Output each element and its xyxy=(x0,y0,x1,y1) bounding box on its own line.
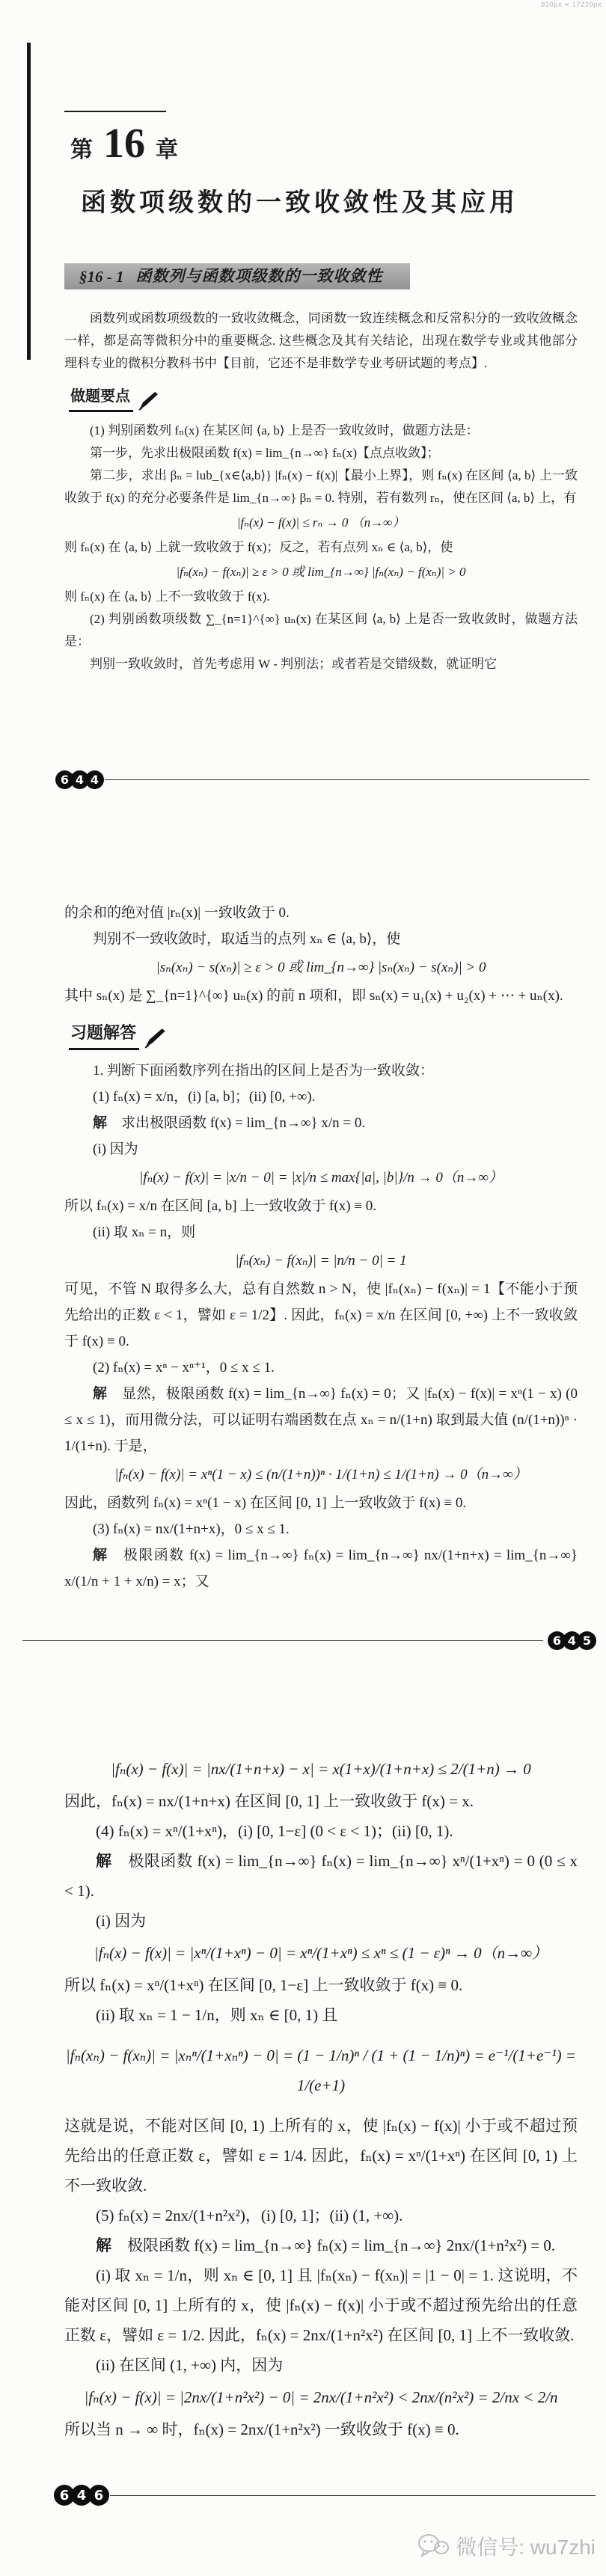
text-line xyxy=(64,561,578,583)
line-text: (2) fₙ(x) = xⁿ − xⁿ⁺¹，0 ≤ x ≤ 1. xyxy=(93,1360,275,1376)
line-text: |sₙ(xₙ) − s(xₙ)| ≥ ε > 0 或 lim_{n→∞} |sₙ(xₙ) − s(xₙ)| > 0 xyxy=(156,960,486,975)
text-line xyxy=(64,608,578,653)
line-text: (3) fₙ(x) = nx/(1+n+x)，0 ≤ x ≤ 1. xyxy=(93,1521,290,1537)
badge-digit: 6 xyxy=(55,770,74,789)
lead-label: 解 xyxy=(96,2236,111,2254)
line-text: 1. 判断下面函数序列在指出的区间上是否为一致收敛： xyxy=(93,1063,435,1079)
page-646-lines xyxy=(64,1754,578,2444)
badge-digit: 4 xyxy=(70,770,89,789)
text-line xyxy=(64,900,578,926)
text-line xyxy=(64,2201,578,2230)
text-line xyxy=(64,1462,578,1488)
line-text: |fₙ(x) − f(x)| = |nx/(1+n+x) − x| = x(1+x)/(1+n+x) ≤ 2/(1+n) → 0 xyxy=(111,1760,531,1778)
intro-paragraph: 函数列或函数项级数的一致收敛概念，同函数一致连续概念和反常积分的一致收敛概念一样，都是高等微积分中的重要概念. 这些概念及其有关结论，出现在数学专业或其他部分理科专业的微积分教科书中【目前，它还不是非数学专业考研试题的考点】. xyxy=(64,311,578,370)
section-title: 函数列与函数项级数的一致收敛性 xyxy=(135,267,383,285)
text-line xyxy=(64,1276,578,1355)
page-rule xyxy=(110,2495,596,2496)
chapter-prefix: 第 xyxy=(70,138,93,162)
badge-digit: 4 xyxy=(71,2485,92,2506)
text-line xyxy=(64,1906,578,1936)
pen-icon xyxy=(138,391,160,411)
line-text: (i) 因为 xyxy=(93,1141,138,1157)
line-text: (i) 因为 xyxy=(96,1912,147,1930)
text-line xyxy=(64,2230,578,2260)
line-text: |fₙ(x) − f(x)| = xⁿ(1 − x) ≤ (n/(1+n))ⁿ · 1/(1+n) ≤ 1/(1+n) → 0（n→∞） xyxy=(114,1467,527,1482)
line-text: 则 fₙ(x) 在 ⟨a, b⟩ 上就一致收敛于 f(x)；反之，若有点列 xₙ ∈ ⟨a, b⟩，使 xyxy=(64,540,453,554)
page-rule xyxy=(22,1640,543,1641)
line-text: (1) fₙ(x) = x/n，(i) [a, b]；(ii) [0, +∞). xyxy=(93,1089,316,1105)
section-label: §16 - 1 xyxy=(79,267,124,286)
line-text: 极限函数 f(x) = lim_{n→∞} fₙ(x) = lim_{n→∞} xⁿ/(1+xⁿ) = 0 (0 ≤ x < 1). xyxy=(64,1852,578,1900)
line-text: (1) 判别函数列 fₙ(x) 在某区间 ⟨a, b⟩ 上是否一致收敛时，做题方法是： xyxy=(90,423,479,438)
line-text: 判别一致收敛时，首先考虑用 W - 判别法；或者若是交错级数，就证明它 xyxy=(90,657,498,671)
line-text: (5) fₙ(x) = 2nx/(1+n²x²)，(i) [0, 1]；(ii) (1, +∞). xyxy=(96,2207,403,2224)
text-line xyxy=(64,1381,578,1459)
keypoints-heading: 做题要点 xyxy=(69,385,133,412)
text-line xyxy=(64,1355,578,1381)
text-line xyxy=(64,1058,578,1084)
text-line xyxy=(64,1248,578,1274)
text-line xyxy=(64,1084,578,1110)
line-text: 第一步，先求出极限函数 f(x) = lim_{n→∞} fₙ(x)【点点收敛】； xyxy=(90,446,440,460)
line-text: 因此，fₙ(x) = nx/(1+n+x) 在区间 [0, 1] 上一致收敛于 f(x) = x. xyxy=(64,1792,474,1810)
text-line xyxy=(64,954,578,981)
page-number-badge-646 xyxy=(54,2485,596,2506)
text-line xyxy=(64,2382,578,2412)
line-text: (ii) 取 xₙ = 1 − 1/n，则 xₙ ∈ [0, 1) 且 xyxy=(96,2006,338,2024)
line-text: (4) fₙ(x) = xⁿ/(1+xⁿ)，(i) [0, 1−ε] (0 < ε < 1)；(ii) [0, 1). xyxy=(96,1822,453,1840)
text-line xyxy=(64,1219,578,1245)
text-line xyxy=(64,1542,578,1595)
badge-digit: 6 xyxy=(54,2485,75,2506)
text-line xyxy=(64,1938,578,1968)
page-645-block xyxy=(64,900,578,1595)
text-line xyxy=(64,512,578,534)
text-line xyxy=(64,983,578,1009)
line-text: 判别不一致收敛时，取适当的点列 xₙ ∈ ⟨a, b⟩，使 xyxy=(93,931,401,947)
lead-label: 解 xyxy=(93,1115,108,1131)
lead-label: 解 xyxy=(93,1548,108,1563)
lead-label: 解 xyxy=(96,1852,112,1870)
line-text: 显然，极限函数 f(x) = lim_{n→∞} fₙ(x) = 0；又 |fₙ(x) − f(x)| = xⁿ(1 − x) (0 ≤ x ≤ 1)，而用微分法，可以证明右端函数在点 xₙ = n/(1+n) 取到最大值 (n/(1+n))ⁿ · 1/(1+n). 于是， xyxy=(64,1386,578,1454)
text-line xyxy=(64,2000,578,2030)
exercises-heading-row xyxy=(69,1019,578,1050)
text-line xyxy=(64,442,578,464)
page-644-block xyxy=(64,105,578,675)
text-line xyxy=(64,1193,578,1219)
badge-digit: 4 xyxy=(563,1631,581,1650)
text-line xyxy=(64,2040,578,2100)
line-text: |fₙ(x) − f(x)| = |2nx/(1+n²x²) − 0| = 2nx/(1+n²x²) < 2nx/(n²x²) = 2/nx < 2/n xyxy=(84,2388,558,2406)
section-banner xyxy=(64,263,410,289)
line-text: 其中 sₙ(x) 是 ∑_{n=1}^{∞} uₙ(x) 的前 n 项和，即 sₙ(x) = u₁(x) + u₂(x) + ⋯ + uₙ(x). xyxy=(64,988,563,1004)
page-646-block xyxy=(64,1752,578,2444)
line-text: |fₙ(x) − f(x)| = |xⁿ/(1+xⁿ) − 0| = xⁿ/(1+xⁿ) ≤ xⁿ ≤ (1 − ε)ⁿ → 0（n→∞） xyxy=(94,1944,548,1962)
line-text: 所以 fₙ(x) = x/n 在区间 [a, b] 上一致收敛于 f(x) ≡ 0. xyxy=(64,1198,376,1214)
line-text: (ii) 取 xₙ = n，则 xyxy=(93,1224,196,1240)
text-line xyxy=(64,926,578,952)
line-text: (2) 判别函数项级数 ∑_{n=1}^{∞} uₙ(x) 在某区间 ⟨a, b⟩ 上是否一致收敛时，做题方法是： xyxy=(64,612,578,648)
page-rule xyxy=(105,779,590,780)
page-number-badge-645 xyxy=(22,1631,593,1650)
line-text: 可见，不管 N 取得多么大，总有自然数 n > N，使 |fₙ(xₙ) − f(xₙ)| = 1【不能小于预先给出的正数 ε < 1，譬如 ε = 1/2】. 因此，fₙ(x) = x/n 在区间 [0, +∞) 上不一致收敛于 f(x) ≡ 0. xyxy=(64,1281,578,1349)
line-text: |fₙ(x) − f(x)| = |x/n − 0| = |x|/n ≤ max{|a|, |b|}/n → 0（n→∞） xyxy=(139,1170,503,1186)
text-line xyxy=(64,1786,578,1816)
text-line xyxy=(64,1846,578,1906)
lead-label: 解 xyxy=(93,1386,108,1402)
line-text: 的余和的绝对值 |rₙ(x)| 一致收敛于 0. xyxy=(64,905,290,921)
text-line xyxy=(64,1136,578,1162)
watermark-text: 微信号: wu7zhi xyxy=(456,2536,596,2559)
text-line xyxy=(64,1754,578,1784)
page-644-lines xyxy=(64,420,578,675)
line-text: |fₙ(x) − f(x)| ≤ rₙ → 0 （n→∞） xyxy=(236,515,405,530)
line-text: 则 fₙ(x) 在 ⟨a, b⟩ 上不一致收敛于 f(x). xyxy=(64,589,270,604)
text-line xyxy=(64,2111,578,2201)
text-line xyxy=(64,1516,578,1542)
scan-edge-bar xyxy=(27,43,31,360)
line-text: 极限函数 f(x) = lim_{n→∞} fₙ(x) = lim_{n→∞} 2nx/(1+n²x²) = 0. xyxy=(111,2236,556,2254)
chapter-suffix: 章 xyxy=(156,138,178,162)
line-text: (i) 取 xₙ = 1/n，则 xₙ ∈ [0, 1] 且 |fₙ(xₙ) − f(xₙ)| = |1 − 0| = 1. 这说明，不能对区间 [0, 1] 上所有的 x，使 |fₙ(x) − f(x)| 小于或不超过预先给出的任意正数 ε，譬如 ε = 1/2. 因此，fₙ(x) = 2nx/(1+n²x²) 在区间 [0, 1] 上不一致收敛. xyxy=(64,2266,578,2344)
text-line xyxy=(64,653,578,675)
line-text: (ii) 在区间 (1, +∞) 内，因为 xyxy=(96,2356,284,2374)
wechat-watermark xyxy=(417,2531,596,2561)
line-text: 因此，函数列 fₙ(x) = xⁿ(1 − x) 在区间 [0, 1] 上一致收敛于 f(x) ≡ 0. xyxy=(64,1495,467,1511)
line-text: 所以 fₙ(x) = xⁿ/(1+xⁿ) 在区间 [0, 1−ε] 上一致收敛于 f(x) ≡ 0. xyxy=(64,1976,463,1994)
page-number-badge-644 xyxy=(55,770,590,789)
chapter-number: 16 xyxy=(103,120,145,167)
text-line xyxy=(64,2350,578,2380)
line-text: |fₙ(xₙ) − f(xₙ)| ≥ ε > 0 或 lim_{n→∞} |fₙ(xₙ) − f(xₙ)| > 0 xyxy=(176,565,466,579)
text-line xyxy=(64,1110,578,1136)
text-line xyxy=(64,420,578,442)
page-645-lines xyxy=(64,1058,578,1595)
text-line xyxy=(64,1490,578,1516)
exercises-heading: 习题解答 xyxy=(69,1019,139,1050)
chapter-heading xyxy=(70,120,578,167)
pen-icon xyxy=(144,1028,168,1049)
page-645-lines-top xyxy=(64,900,578,1009)
line-text: 第二步，求出 βₙ = lub_{x∈⟨a,b⟩} |fₙ(x) − f(x)|【最小上界】，则 fₙ(x) 在区间 ⟨a, b⟩ 上一致收敛于 f(x) 的充分必要条件是 lim_{n→∞} βₙ = 0. 特别，若有数列 rₙ，使在区间 ⟨a, b⟩ 上，有 xyxy=(64,468,578,505)
line-text: |fₙ(xₙ) − f(xₙ)| = |n/n − 0| = 1 xyxy=(235,1253,407,1269)
text-line xyxy=(64,464,578,509)
badge-digit: 5 xyxy=(578,1631,596,1650)
text-line xyxy=(64,1165,578,1191)
text-line xyxy=(64,2414,578,2444)
line-text: 所以当 n → ∞ 时，fₙ(x) = 2nx/(1+n²x²) 一致收敛于 f(x) ≡ 0. xyxy=(64,2420,459,2438)
line-text: |fₙ(xₙ) − f(xₙ)| = |xₙⁿ/(1+xₙⁿ) − 0| = (1 − 1/n)ⁿ / (1 + (1 − 1/n)ⁿ) = e⁻¹/(1+e⁻¹) = 1/(e+1) xyxy=(65,2046,577,2094)
chapter-rule xyxy=(64,111,166,112)
keypoints-heading-row xyxy=(69,385,578,412)
chapter-title: 函数项级数的一致收敛性及其应用 xyxy=(81,188,518,217)
text-line xyxy=(64,586,578,608)
text-line xyxy=(64,1970,578,2000)
line-text: 这就是说，不能对区间 [0, 1) 上所有的 x，使 |fₙ(x) − f(x)| 小于或不超过预先给出的任意正数 ε，譬如 ε = 1/4. 因此，fₙ(x) = xⁿ/(1+xⁿ) 在区间 [0, 1) 上不一致收敛. xyxy=(64,2117,578,2195)
line-text: 极限函数 f(x) = lim_{n→∞} fₙ(x) = lim_{n→∞} nx/(1+n+x) = lim_{n→∞} x/(1/n + 1 + x/n) = x；又 xyxy=(64,1548,578,1589)
badge-digit: 6 xyxy=(548,1631,566,1650)
text-line xyxy=(64,1816,578,1846)
text-line xyxy=(64,536,578,559)
image-dimensions-label: 810px × 17220px xyxy=(540,1,602,9)
wechat-icon xyxy=(417,2533,450,2560)
line-text: 求出极限函数 f(x) = lim_{n→∞} x/n = 0. xyxy=(107,1115,366,1131)
text-line xyxy=(64,2260,578,2350)
badge-digit: 6 xyxy=(88,2485,109,2506)
badge-digit: 4 xyxy=(85,770,104,789)
